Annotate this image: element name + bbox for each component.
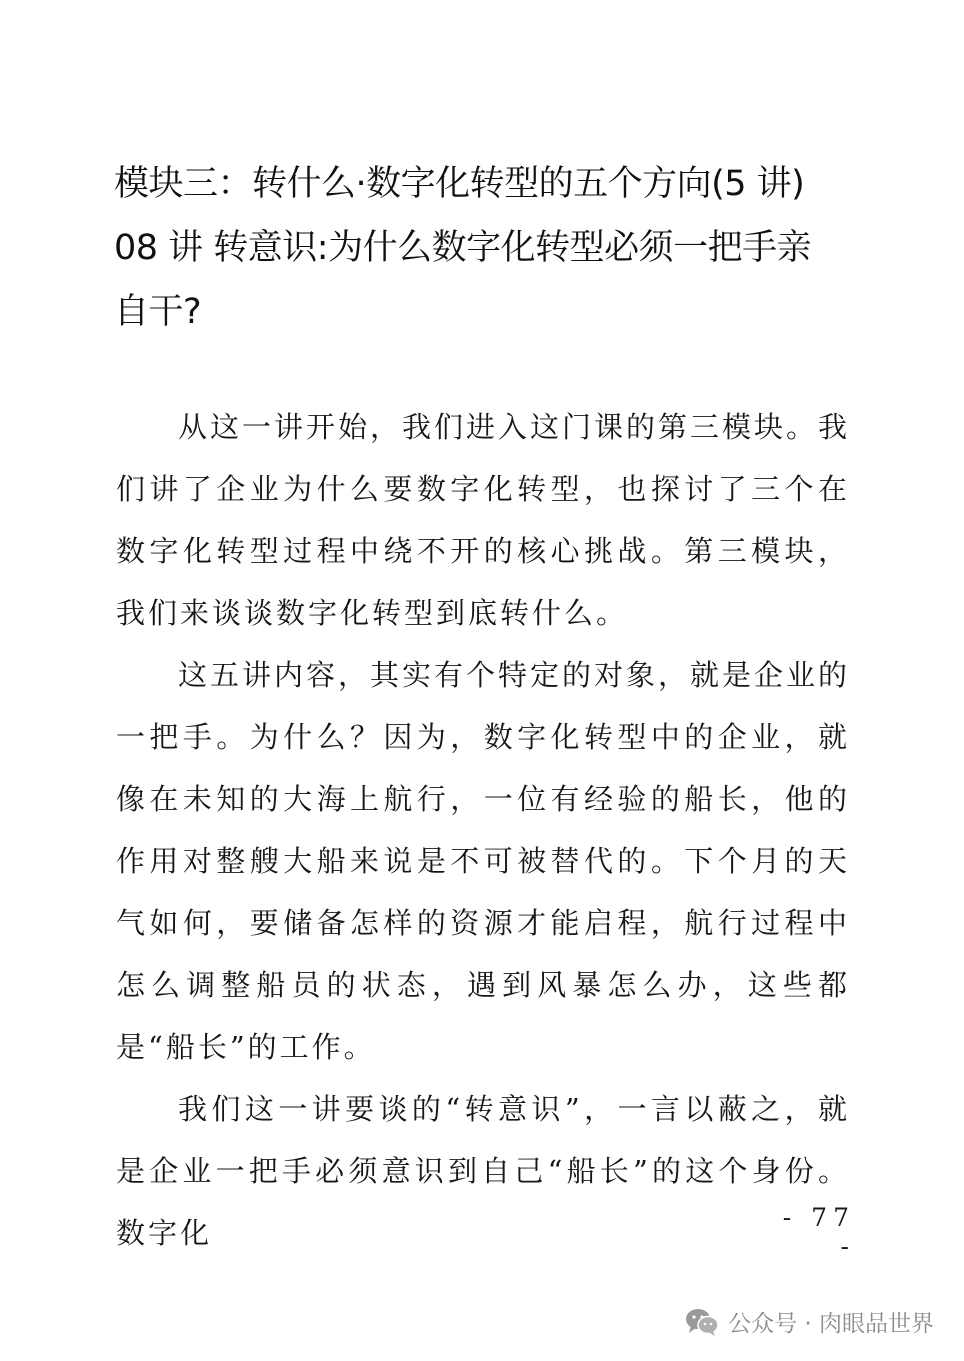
heading-module-line: 模块三：转什么·数字化转型的五个方向(5 讲) [114, 164, 805, 204]
paragraph: 从这一讲开始，我们进入这门课的第三模块。我们讲了企业为什么要数字化转型，也探讨了三个在数字化转型过程中绕不开的核心挑战。第三模块，我们来谈谈数字化转型到底转什么。 [116, 410, 851, 630]
paragraph: 我们这一讲要谈的“转意识”，一言以蔽之，就是企业一把手必须意识到自己“船长”的这个身份。数字化 [116, 1092, 850, 1250]
heading-lecture-line: 08 讲 转意识:为什么数字化转型必须一把手亲 [114, 228, 812, 268]
paragraph: 这五讲内容，其实有个特定的对象，就是企业的一把手。为什么？因为，数字化转型中的企业，就像在未知的大海上航行，一位有经验的船长，他的作用对整艘大船来说是不可被替代的。下个月的天气如何，要储备怎样的资源才能启程，航行过程中怎么调整船员的状态，遇到风暴怎么办，这些都是“船长”的工作。 [116, 658, 851, 1064]
watermark-text: 公众号 · 肉眼品世界 [728, 1311, 934, 1337]
section-heading [114, 152, 854, 344]
body-text [116, 396, 850, 1264]
page-number: - 77 - [782, 1203, 855, 1261]
wechat-icon [684, 1307, 720, 1337]
heading-lecture-line-continued: 自干? [114, 292, 202, 332]
wechat-watermark [684, 1305, 934, 1338]
